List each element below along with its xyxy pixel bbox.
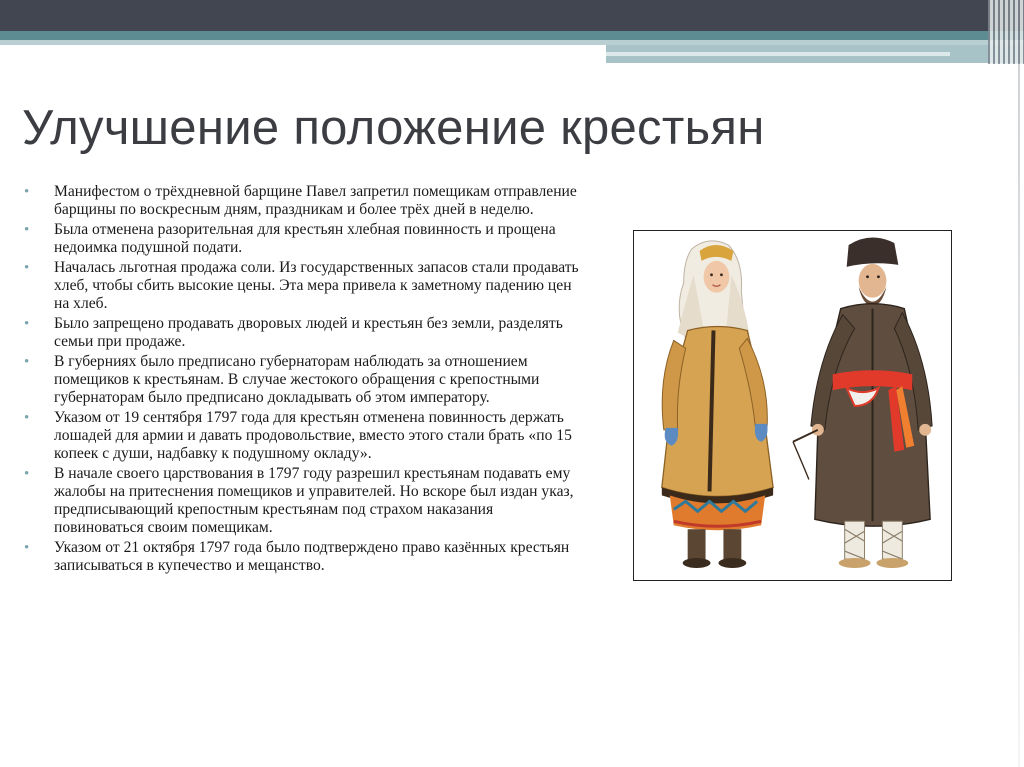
bullet-text: В начале своего царствования в 1797 году разрешил крестьянам подавать ему жалобы на притеснения помещиков и управителей. Но вскоре был издан указ, предписывающий крепостным крестьянам под страхом наказания повиноваться своим помещикам. <box>54 465 574 536</box>
right-edge-line <box>1018 64 1020 767</box>
bullet-text: В губерниях было предписано губернаторам наблюдать за отношением помещиков к крестьянам. В случае жестокого обращения с крепостными губернаторам было предписано докладывать об этом императору. <box>54 353 540 406</box>
bullet-dot-icon: • <box>24 540 30 556</box>
bullet-dot-icon: • <box>24 410 30 426</box>
bullet-text: Началась льготная продажа соли. Из государственных запасов стали продавать хлеб, чтобы сбить высокие цены. Эта мера привела к заметному падению цен на хлеб. <box>54 259 579 312</box>
bullet-text: Была отменена разорительная для крестьян хлебная повинность и прощена недоимка подушной подати. <box>54 221 556 256</box>
bullet-item <box>24 409 584 463</box>
header-vertical-stripes <box>988 0 1024 64</box>
bullet-text: Манифестом о трёхдневной барщине Павел запретил помещикам отправление барщины по воскресным дням, праздникам и более трёх дней в неделю. <box>54 183 577 218</box>
bullet-item <box>24 183 584 219</box>
bullet-list <box>24 183 584 577</box>
bullet-text: Было запрещено продавать дворовых людей и крестьян без земли, разделять семьи при продаже. <box>54 315 563 350</box>
bullet-dot-icon: • <box>24 222 30 238</box>
bullet-dot-icon: • <box>24 184 30 200</box>
bullet-dot-icon: • <box>24 354 30 370</box>
bullet-item <box>24 221 584 257</box>
header-teal-band <box>0 31 1024 40</box>
bullet-item <box>24 353 584 407</box>
bullet-dot-icon: • <box>24 260 30 276</box>
peasant-couple-illustration <box>633 230 952 581</box>
bullet-item <box>24 465 584 537</box>
bullet-dot-icon: • <box>24 466 30 482</box>
bullet-item <box>24 315 584 351</box>
slide-title: Улучшение положение крестьян <box>22 101 765 155</box>
header-accent-line <box>606 52 950 56</box>
bullet-text: Указом от 21 октября 1797 года было подтверждено право казённых крестьян записываться в купечество и мещанство. <box>54 539 570 574</box>
bullet-text: Указом от 19 сентября 1797 года для крестьян отменена повинность держать лошадей для армии и давать продовольствие, вместо этого стали брать «по 15 копеек с души, надбавку к подушному окладу». <box>54 409 572 462</box>
bullet-item <box>24 539 584 575</box>
header-dark-band <box>0 0 1024 31</box>
bullet-item <box>24 259 584 313</box>
bullet-dot-icon: • <box>24 316 30 332</box>
peasant-couple-icon <box>634 231 951 580</box>
